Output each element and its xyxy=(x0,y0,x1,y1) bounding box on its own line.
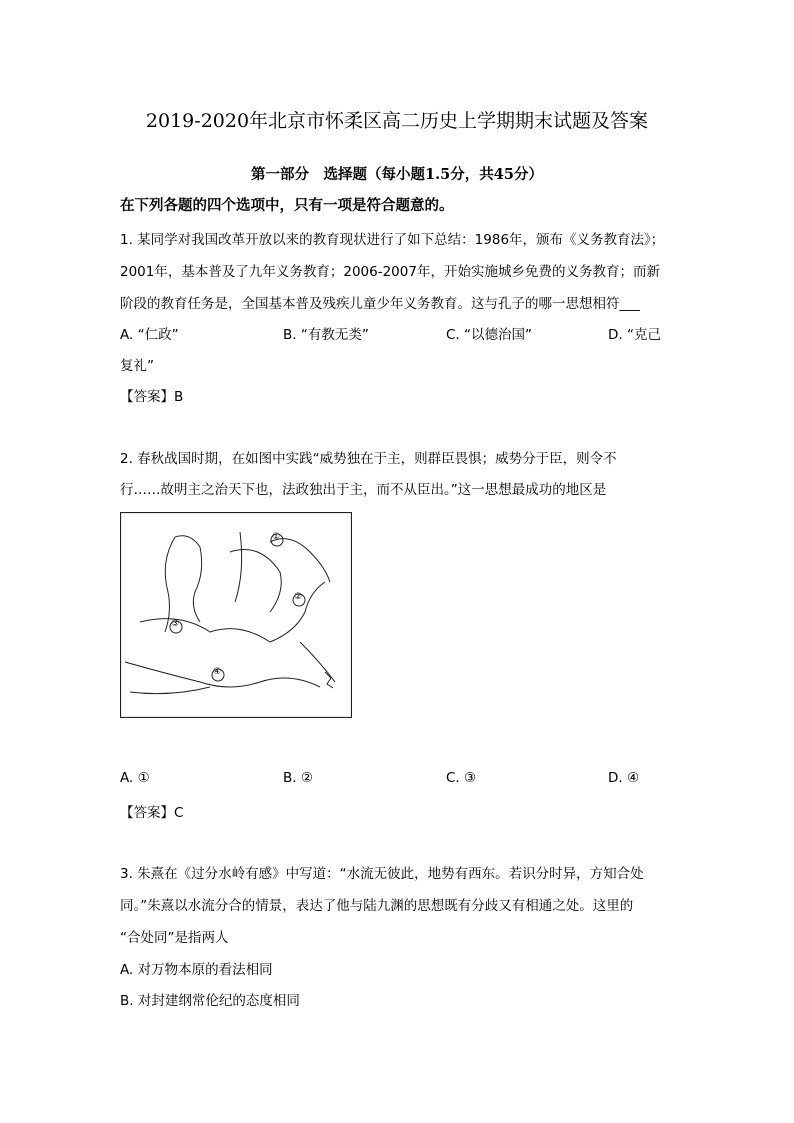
instruction: 在下列各题的四个选项中，只有一项是符合题意的。 xyxy=(120,197,454,214)
document-title: 2019-2020年北京市怀柔区高二历史上学期期末试题及答案 xyxy=(145,110,649,132)
map-label-3: ③ xyxy=(171,619,180,629)
q2-option-d: D. ④ xyxy=(608,770,640,786)
map-label-1: ① xyxy=(272,532,281,542)
q1-line: 2001年，基本普及了九年义务教育；2006-2007年，开始实施城乡免费的义务教育；而新 xyxy=(120,264,660,280)
q1-answer: 【答案】B xyxy=(120,389,184,405)
q3-line: 3. 朱熹在《过分水岭有感》中写道：“水流无彼此，地势有西东。若识分时异，方知合处 xyxy=(120,866,644,882)
q2-option-b: B. ② xyxy=(283,770,313,786)
section-heading: 第一部分 选择题（每小题1.5分，共45分） xyxy=(251,166,543,183)
q1-option-c: C. “以德治国” xyxy=(446,327,532,343)
q1-option-d: D. “克己 xyxy=(608,327,661,343)
q2-answer: 【答案】C xyxy=(120,805,184,821)
q2-line: 2. 春秋战国时期，在如图中实践“威势独在于主，则群臣畏惧；威势分于臣，则令不 xyxy=(120,451,617,467)
map-label-4: ④ xyxy=(213,667,222,677)
q2-option-a: A. ① xyxy=(120,770,150,786)
ancient-china-map xyxy=(120,512,352,718)
q3-line: 同。”朱熹以水流分合的情景，表达了他与陆九渊的思想既有分歧又有相通之处。这里的 xyxy=(120,898,634,914)
q1-option-d-cont: 复礼” xyxy=(120,358,154,374)
q1-line: 1. 某同学对我国改革开放以来的教育现状进行了如下总结：1986年，颁布《义务教育法》； xyxy=(120,232,665,248)
q2-option-c: C. ③ xyxy=(446,770,477,786)
q1-line: 阶段的教育任务是，全国基本普及残疾儿童少年义务教育。这与孔子的哪一思想相符___ xyxy=(120,296,640,312)
q2-line: 行……故明主之治天下也，法政独出于主，而不从臣出。”这一思想最成功的地区是 xyxy=(120,482,607,498)
q3-option-a: A. 对万物本原的看法相同 xyxy=(120,962,273,978)
q1-option-a: A. “仁政” xyxy=(120,327,179,343)
q3-option-b: B. 对封建纲常伦纪的态度相同 xyxy=(120,993,300,1009)
map-label-2: ② xyxy=(294,592,303,602)
q3-line: “合处同”是指两人 xyxy=(120,930,229,946)
q1-option-b: B. “有教无类” xyxy=(283,327,369,343)
